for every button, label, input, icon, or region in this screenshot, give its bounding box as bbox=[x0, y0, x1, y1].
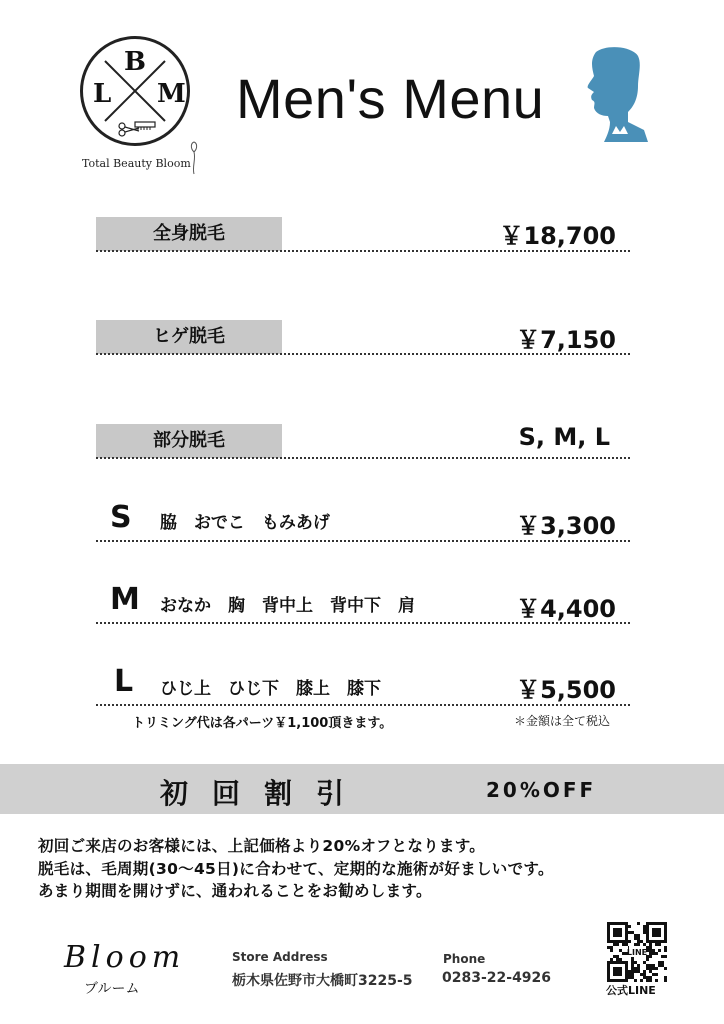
logo bbox=[80, 36, 190, 146]
price-m: ￥4,400 bbox=[516, 595, 616, 623]
logo-subtitle: Total Beauty Bloom bbox=[82, 157, 191, 170]
address-value: 栃木県佐野市大橋町3225-5 bbox=[232, 973, 413, 989]
size-letter-m: M bbox=[110, 582, 140, 617]
price-beard: ￥7,150 bbox=[516, 326, 616, 354]
divider bbox=[96, 622, 630, 624]
divider bbox=[96, 704, 630, 706]
page-title: Men's Menu bbox=[236, 67, 545, 130]
logo-letter-l: L bbox=[93, 79, 112, 109]
price-s: ￥3,300 bbox=[516, 512, 616, 540]
menu-label-full-body: 全身脱毛 bbox=[96, 217, 282, 251]
brand-logo: Bloom bbox=[64, 940, 186, 975]
trimming-note: トリミング代は各パーツ￥1,100頂きます。 bbox=[132, 716, 393, 731]
partial-sizes: S, M, L bbox=[518, 423, 610, 451]
divider bbox=[96, 250, 630, 252]
brand-kana: ブルーム bbox=[84, 981, 140, 997]
price-l: ￥5,500 bbox=[516, 676, 616, 704]
line-qr-code-icon[interactable] bbox=[607, 922, 667, 982]
parts-s: 脇 おでこ もみあげ bbox=[160, 513, 330, 533]
svg-text:LINE: LINE bbox=[626, 948, 648, 957]
divider bbox=[96, 353, 630, 355]
logo-letter-b: B bbox=[124, 47, 146, 77]
divider bbox=[96, 457, 630, 459]
tax-note: ＊金額は全て税込 bbox=[514, 714, 611, 728]
phone-label: Phone bbox=[443, 952, 486, 966]
description-line-2: 脱毛は、毛周期(30〜45日)に合わせて、定期的な施術が好ましいです。 bbox=[38, 860, 554, 878]
description-line-1: 初回ご来店のお客様には、上記価格より20%オフとなります。 bbox=[38, 837, 486, 855]
qr-label: 公式LINE bbox=[606, 984, 656, 997]
menu-label-beard: ヒゲ脱毛 bbox=[96, 320, 282, 354]
menu-label-partial: 部分脱毛 bbox=[96, 424, 282, 458]
price-full-body: ￥18,700 bbox=[499, 222, 616, 250]
divider bbox=[96, 540, 630, 542]
size-letter-l: L bbox=[114, 664, 134, 699]
parts-l: ひじ上 ひじ下 膝上 膝下 bbox=[160, 679, 381, 699]
scissors-comb-icon bbox=[117, 119, 157, 137]
banner-title: 初回割引 bbox=[160, 777, 369, 810]
address-label: Store Address bbox=[232, 950, 328, 964]
man-silhouette-icon bbox=[582, 46, 652, 142]
phone-value: 0283-22-4926 bbox=[442, 970, 552, 986]
description-line-3: あまり期間を開けずに、通われることをお勧めします。 bbox=[38, 882, 432, 900]
banner-discount: 20%OFF bbox=[486, 778, 597, 802]
flower-icon bbox=[184, 140, 204, 176]
size-letter-s: S bbox=[110, 500, 132, 535]
logo-letter-m: M bbox=[157, 79, 186, 109]
parts-m: おなか 胸 背中上 背中下 肩 bbox=[160, 596, 415, 616]
